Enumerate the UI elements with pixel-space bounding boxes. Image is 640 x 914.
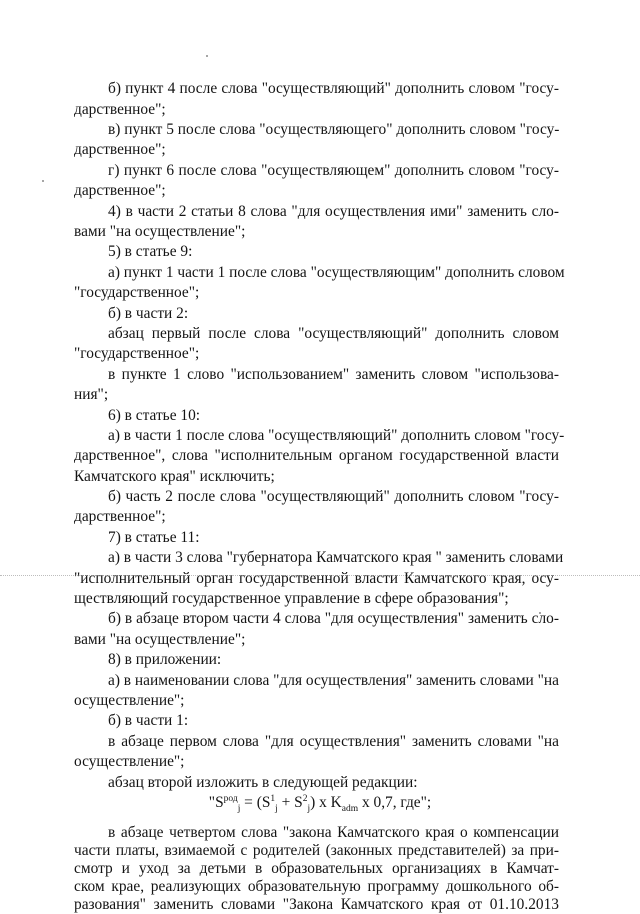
formula-part: x 0,7, где";: [358, 794, 432, 811]
text-line: дарственное";: [74, 182, 166, 199]
scan-speck: [206, 55, 208, 57]
text-line: Камчатского края" исключить;: [74, 468, 275, 485]
formula-part: "S: [208, 794, 224, 811]
text-line: ском крае, реализующих образовательную программу дошкольного об-: [74, 878, 559, 895]
text-line: части платы, взимаемой с родителей (законных представителей) за при-: [74, 842, 559, 859]
text-line: б) в абзаце втором части 4 слова "для осуществления" заменить сло-: [108, 610, 559, 627]
text-line: абзац первый после слова "осуществляющий" дополнить словом: [108, 325, 559, 342]
text-line: в пункте 1 слово "использованием" заменить словом "использова-: [108, 366, 559, 383]
text-line: осуществление";: [74, 692, 185, 709]
text-line: "государственное";: [74, 345, 200, 362]
text-line: в абзаце первом слова "для осуществления" заменить словами "на: [108, 733, 559, 750]
text-line: б) в части 1:: [108, 712, 189, 729]
text-line: абзац второй изложить в следующей редакции:: [108, 774, 418, 791]
text-line: дарственное";: [74, 101, 166, 118]
text-line: дарственное";: [74, 141, 166, 158]
text-line: ществляющий государственное управление в сфере образования";: [74, 590, 509, 607]
text-line: а) пункт 1 части 1 после слова "осуществляющим" дополнить словом: [108, 264, 565, 281]
text-line: 6) в статье 10:: [108, 407, 201, 424]
text-line: смотр и уход за детьми в образовательных организациях в Камчат-: [74, 860, 559, 877]
formula-sup: 2: [302, 793, 308, 804]
text-line: б) часть 2 после слова "осуществляющий" дополнить словом "госу-: [108, 488, 559, 505]
text-line: г) пункт 6 после слова "осуществляющем" дополнить словом "госу-: [108, 162, 559, 179]
text-line: б) пункт 4 после слова "осуществляющий" дополнить словом "госу-: [108, 80, 559, 97]
text-line: вами "на осуществление";: [74, 223, 246, 240]
text-line: в абзаце четвертом слова "закона Камчатского края о компенсации: [108, 824, 559, 841]
text-line: дарственное";: [74, 508, 166, 525]
formula: [0, 793, 640, 815]
formula-sub: j: [237, 804, 241, 815]
formula-sup: 1: [270, 793, 276, 804]
text-line: а) в наименовании слова "для осуществления" заменить словами "на: [108, 672, 559, 689]
text-line: а) в части 1 после слова "осуществляющий" дополнить словом "госу-: [108, 427, 565, 444]
text-line: 7) в статье 11:: [108, 529, 200, 546]
formula-part: + S: [277, 794, 303, 811]
text-line: 8) в приложении:: [108, 651, 222, 668]
text-line: б) в части 2:: [108, 305, 189, 322]
text-line: 4) в части 2 статьи 8 слова "для осуществления ими" заменить сло-: [108, 203, 559, 220]
text-line: в) пункт 5 после слова "осуществляющего" дополнить словом "госу-: [108, 121, 560, 138]
text-line: ния";: [74, 386, 109, 403]
text-line: вами "на осуществление";: [74, 631, 246, 648]
formula-part: = (S: [240, 794, 271, 811]
text-line: 5) в статье 9:: [108, 243, 193, 260]
formula-sub: j: [307, 804, 311, 815]
text-line: дарственное", слова "исполнительным органом государственной власти: [74, 447, 559, 464]
text-line: "исполнительный орган государственной власти Камчатского края, осу-: [74, 570, 559, 587]
formula-part: ) x K: [310, 794, 342, 811]
text-line: разования" заменить словами "Закона Камчатского края от 01.10.2013: [74, 896, 559, 913]
text-line: осуществление";: [74, 753, 185, 770]
scan-speck: [42, 180, 44, 182]
text-line: "государственное";: [74, 284, 200, 301]
text-line: а) в части 3 слова "губернатора Камчатского края " заменить словами: [108, 549, 564, 566]
formula-sup: род: [223, 793, 238, 804]
formula-sub: j: [275, 804, 278, 815]
formula-sub: adm: [341, 804, 359, 815]
